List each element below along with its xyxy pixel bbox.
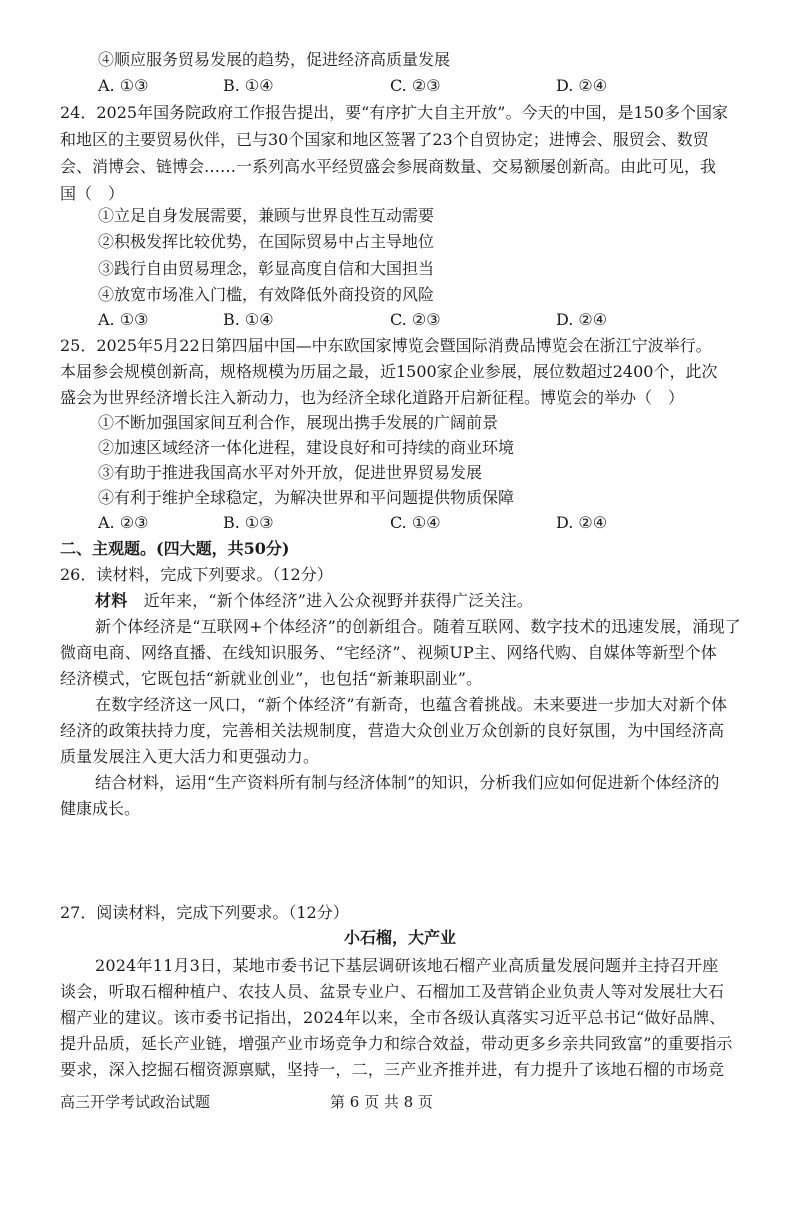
q25-stem-line-3: 盛会为世界经济增长注入新动力，也为经济全球化道路开启新征程。博览会的举办（ ）	[60, 388, 685, 407]
q23-option-b: B. ①④	[223, 76, 274, 95]
footer-exam-title: 高三开学考试政治试题	[60, 1093, 211, 1111]
q24-options	[98, 307, 738, 333]
q25-option-d: D. ②④	[556, 513, 608, 532]
q26-question-line-1: 结合材料，运用“生产资料所有制与经济体制”的知识，分析我们应如何促进新个体经济的	[95, 773, 720, 792]
q26-material-line-5: 经济的政策扶持力度，完善相关法规制度，营造大众创业万众创新的良好氛围，为中国经济高	[60, 721, 725, 740]
q26-material-line-2: 微商电商、网络直播、在线知识服务、“宅经济”、视频UP主、网络代购、自媒体等新型个体	[60, 643, 718, 662]
q27-stem: 27．阅读材料，完成下列要求。（12分）	[60, 903, 349, 922]
q26-material-line-1: 新个体经济是“互联网+个体经济”的创新组合。随着互联网、数字技术的迅速发展，涌现了	[95, 617, 741, 636]
section-2-heading: 二、主观题。(四大题，共50分)	[60, 539, 290, 558]
q25-option-a: A. ②③	[98, 513, 149, 532]
q24-option-c: C. ②③	[390, 310, 441, 329]
q24-stem-line-4: 国（ ）	[60, 184, 125, 203]
q23-item-4: ④顺应服务贸易发展的趋势，促进经济高质量发展	[98, 50, 451, 69]
q26-material-line-6: 质量发展注入更大活力和更强动力。	[60, 747, 320, 766]
q23-option-a: A. ①③	[98, 76, 149, 95]
q26-material-line-4: 在数字经济这一风口，“新个体经济”有新奇，也蕴含着挑战。未来要进一步加大对新个体	[95, 695, 728, 714]
q24-item-4: ④放宽市场准入门槛，有效降低外商投资的风险	[98, 285, 435, 304]
q26-material-intro-text: 近年来，“新个体经济”进入公众视野并获得广泛关注。	[127, 591, 533, 610]
q26-material-label: 材料	[95, 591, 128, 610]
q24-stem-line-2: 和地区的主要贸易伙伴，已与30个国家和地区签署了23个自贸协定；进博会、服贸会、数贸	[60, 130, 709, 149]
q27-material-line-2: 谈会，听取石榴种植户、农技人员、盆景专业户、石榴加工及营销企业负责人等对发展壮大石	[60, 982, 725, 1001]
q26-material-line-3: 经济模式，它既包括“新就业创业”，也包括“新兼职副业”。	[60, 669, 483, 688]
q25-item-4: ④有利于维护全球稳定，为解决世界和平问题提供物质保障	[98, 488, 515, 507]
q24-stem-line-3: 会、消博会、链博会……一系列高水平经贸盛会参展商数量、交易额屡创新高。由此可见，我	[60, 157, 717, 176]
q25-option-b: B. ①③	[223, 513, 274, 532]
q25-item-1: ①不断加强国家间互利合作，展现出携手发展的广阔前景	[98, 413, 499, 432]
q27-material-line-4: 提升品质，延长产业链，增强产业市场竞争力和综合效益，带动更多乡亲共同致富”的重要指示	[60, 1034, 733, 1053]
q25-stem-line-1: 25．2025年5月22日第四届中国—中东欧国家博览会暨国际消费品博览会在浙江宁波举行。	[60, 336, 712, 355]
q25-option-c: C. ①④	[390, 513, 441, 532]
q24-option-d: D. ②④	[556, 310, 608, 329]
q25-stem-line-2: 本届参会规模创新高，规格规模为历届之最，近1500家企业参展，展位数超过2400个，此次	[60, 362, 718, 381]
q26-question-line-2: 健康成长。	[60, 799, 141, 818]
q27-material-line-5: 要求，深入挖掘石榴资源禀赋，坚持一，二，三产业齐推并进，有力提升了该地石榴的市场竞	[60, 1060, 725, 1079]
q27-material-line-1: 2024年11月3日，某地市委书记下基层调研该地石榴产业高质量发展问题并主持召开座	[95, 956, 719, 975]
q26-material-intro	[95, 588, 785, 614]
q24-item-2: ②积极发挥比较优势，在国际贸易中占主导地位	[98, 232, 435, 251]
q24-stem-line-1: 24．2025年国务院政府工作报告提出，要“有序扩大自主开放”。今天的中国，是150多个国家	[60, 103, 728, 122]
q23-options	[98, 73, 738, 99]
q24-item-3: ③践行自由贸易理念，彰显高度自信和大国担当	[98, 259, 435, 278]
q26-stem: 26．读材料，完成下列要求。（12分）	[60, 565, 333, 584]
q25-options	[98, 510, 738, 536]
q25-item-2: ②加速区域经济一体化进程，建设良好和可持续的商业环境	[98, 438, 515, 457]
q23-option-c: C. ②③	[390, 76, 441, 95]
footer-page-number: 第 6 页 共 8 页	[330, 1093, 433, 1111]
q25-item-3: ③有助于推进我国高水平对外开放，促进世界贸易发展	[98, 463, 483, 482]
q24-option-a: A. ①③	[98, 310, 149, 329]
q27-material-title: 小石榴，大产业	[343, 928, 456, 947]
q27-material-line-3: 榴产业的建议。该市委书记指出，2024年以来，全市各级认真落实习近平总书记“做好品牌、	[60, 1008, 726, 1027]
q24-option-b: B. ①④	[223, 310, 274, 329]
q23-option-d: D. ②④	[556, 76, 608, 95]
q24-item-1: ①立足自身发展需要，兼顾与世界良性互动需要	[98, 206, 435, 225]
